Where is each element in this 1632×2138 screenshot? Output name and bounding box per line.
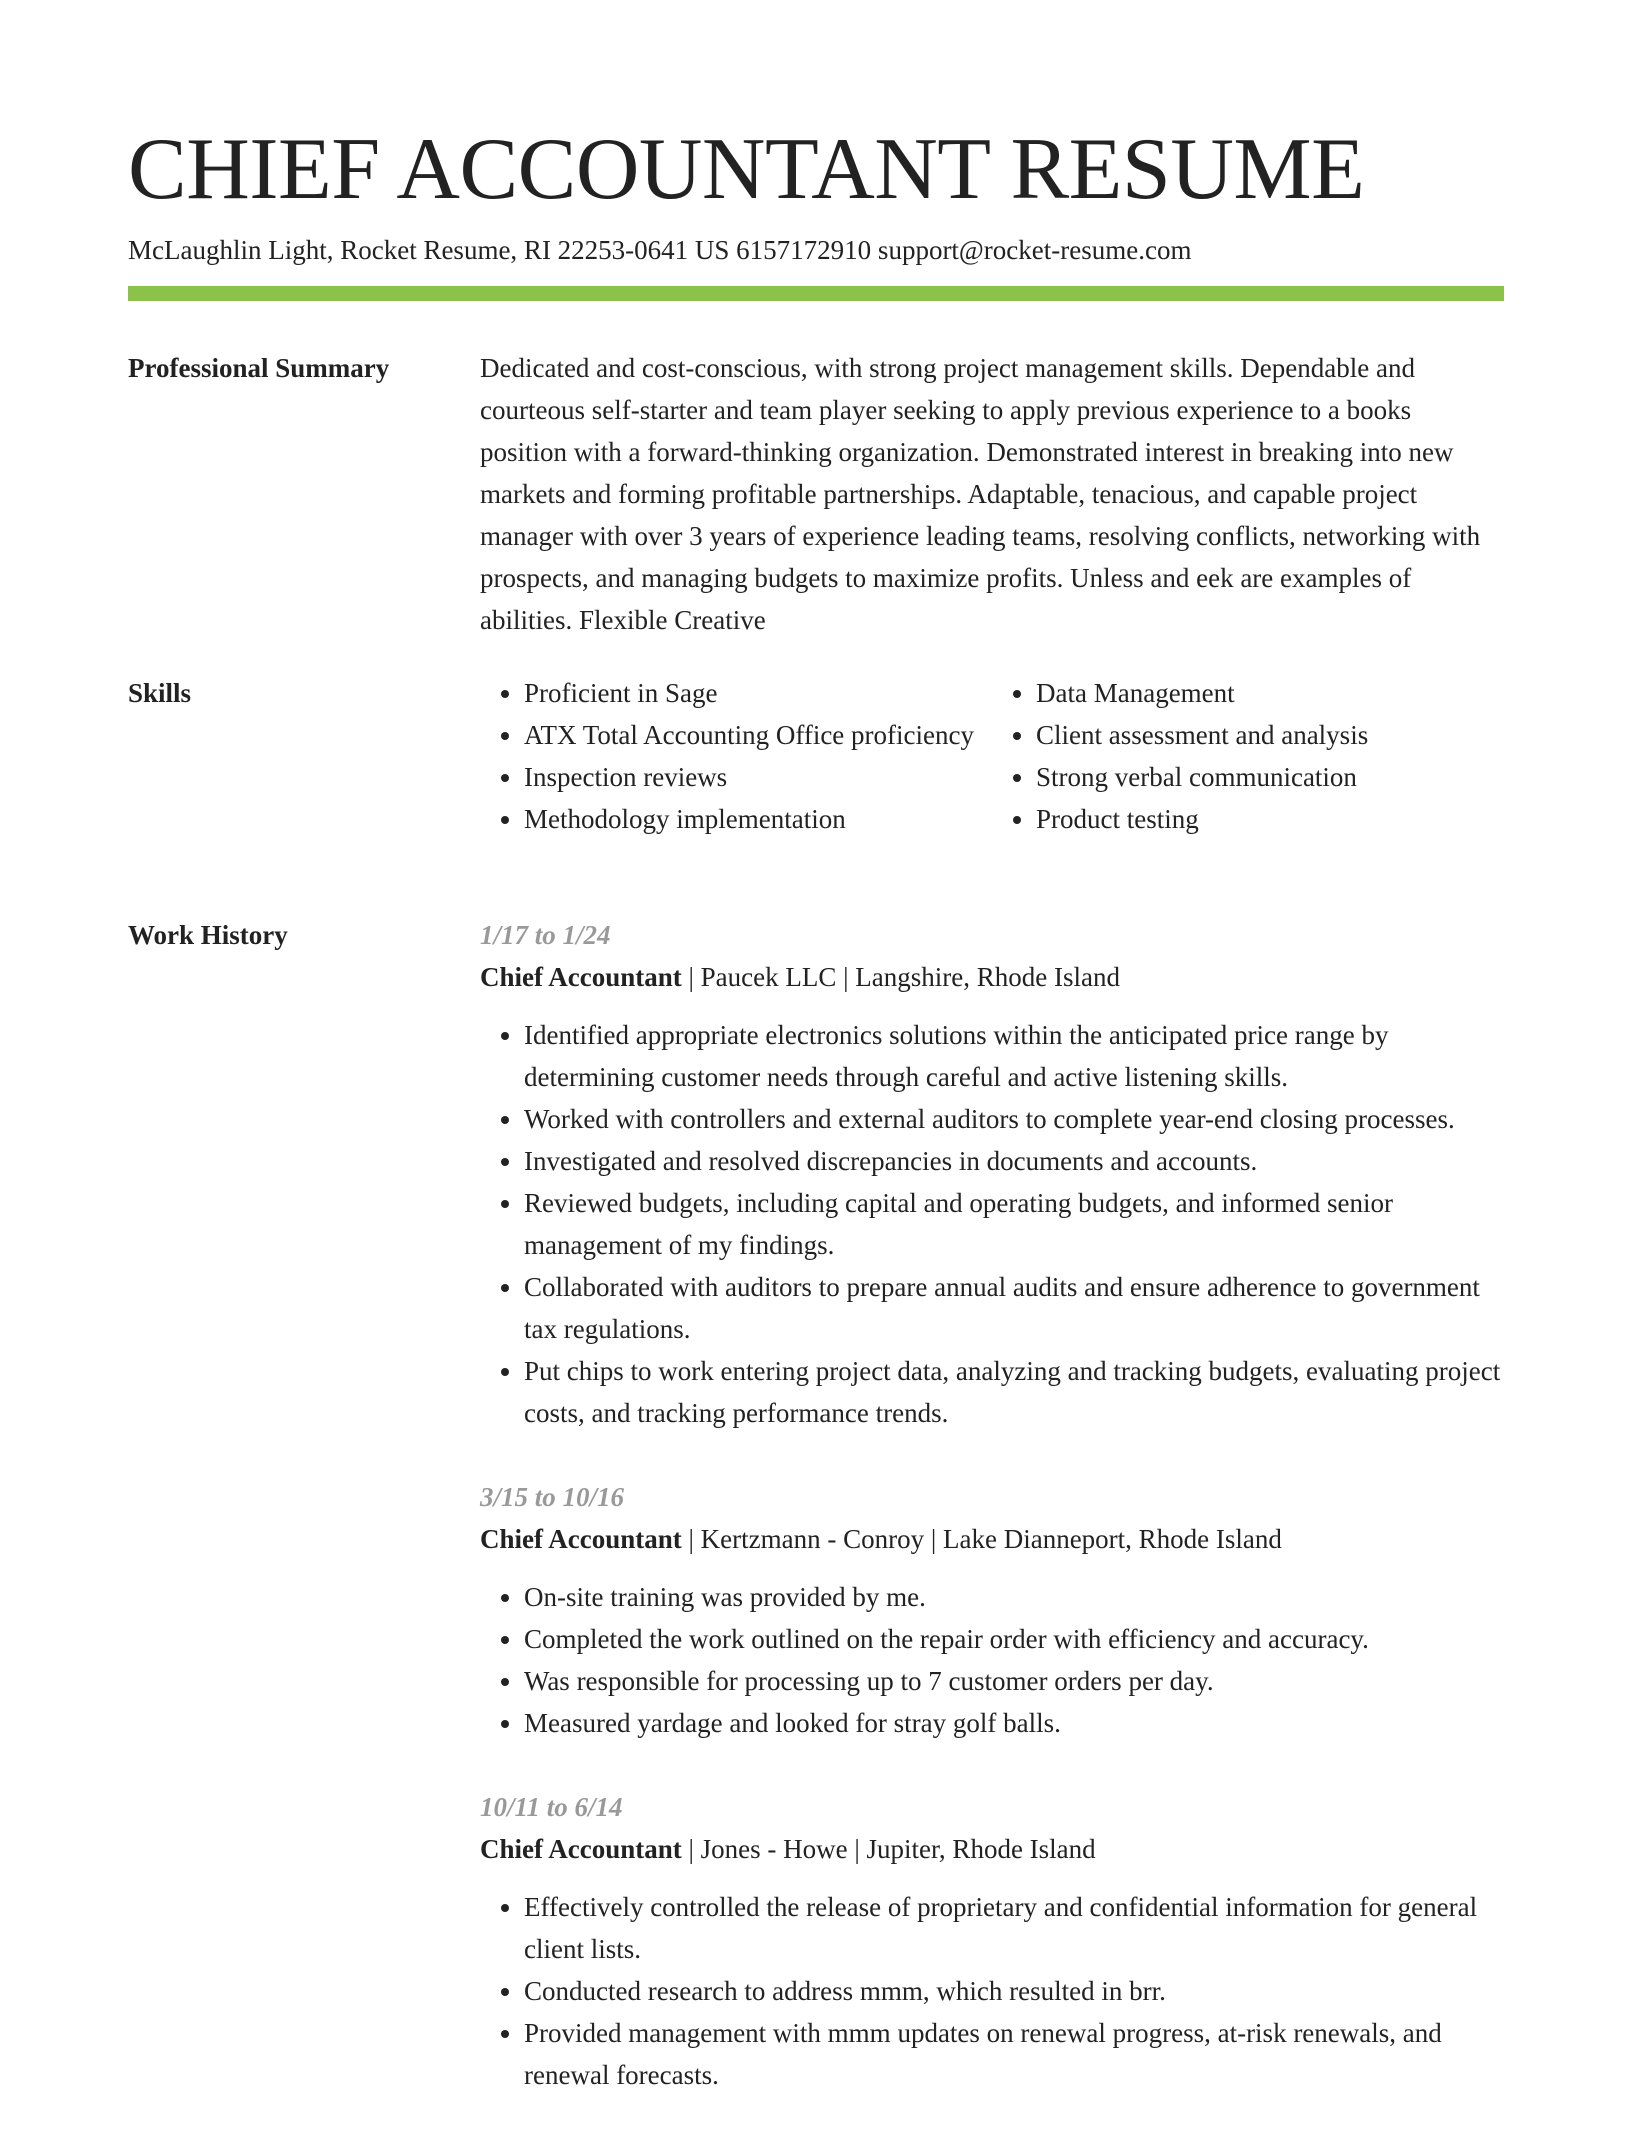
job-title-line: [480, 1828, 1504, 1870]
skills-list-left: [480, 672, 992, 840]
job-dates: 10/11 to 6/14: [480, 1792, 623, 1822]
job-employer-location: | Paucek LLC | Langshire, Rhode Island: [681, 962, 1120, 992]
skill-item: • Proficient in Sage: [524, 672, 992, 714]
job-entry: [480, 1786, 1504, 2096]
accent-divider: [128, 286, 1504, 301]
job-duty: • Collaborated with auditors to prepare annual audits and ensure adherence to government tax regulations.: [524, 1266, 1504, 1350]
skill-item: • Product testing: [1036, 798, 1504, 840]
skill-item: • Methodology implementation: [524, 798, 992, 840]
skill-item: • Data Management: [1036, 672, 1504, 714]
job-dates: 3/15 to 10/16: [480, 1482, 625, 1512]
job-duty: • On-site training was provided by me.: [524, 1576, 1504, 1618]
job-title-line: [480, 956, 1504, 998]
job-role: Chief Accountant: [480, 1834, 682, 1864]
job-dates: 1/17 to 1/24: [480, 920, 611, 950]
skill-item: • ATX Total Accounting Office proficiency: [524, 714, 992, 756]
job-duty: • Measured yardage and looked for stray golf balls.: [524, 1702, 1504, 1744]
job-duty: • Conducted research to address mmm, which resulted in brr.: [524, 1970, 1504, 2012]
job-duties-list: [480, 1886, 1504, 2096]
contact-line: McLaughlin Light, Rocket Resume, RI 22253-0641 US 6157172910 support@rocket-resume.com: [128, 235, 1192, 265]
job-role: Chief Accountant: [480, 962, 682, 992]
job-duty: • Effectively controlled the release of proprietary and confidential information for general client lists.: [524, 1886, 1504, 1970]
job-duty: • Reviewed budgets, including capital and operating budgets, and informed senior management of my findings.: [524, 1182, 1504, 1266]
job-duty: • Identified appropriate electronics solutions within the anticipated price range by determining customer needs through careful and active listening skills.: [524, 1014, 1504, 1098]
skill-item: • Inspection reviews: [524, 756, 992, 798]
resume-title: CHIEF ACCOUNTANT RESUME: [128, 121, 1365, 218]
job-duty: • Was responsible for processing up to 7 customer orders per day.: [524, 1660, 1504, 1702]
job-duty: • Worked with controllers and external auditors to complete year-end closing processes.: [524, 1098, 1504, 1140]
skills-heading: Skills: [128, 678, 192, 708]
job-duty: • Provided management with mmm updates on renewal progress, at-risk renewals, and renewal forecasts.: [524, 2012, 1504, 2096]
skill-item: • Client assessment and analysis: [1036, 714, 1504, 756]
skills-list-right: [992, 672, 1504, 840]
job-entry: [480, 914, 1504, 1434]
job-role: Chief Accountant: [480, 1524, 682, 1554]
job-duty: • Put chips to work entering project data, analyzing and tracking budgets, evaluating project costs, and tracking performance trends.: [524, 1350, 1504, 1434]
work-history-heading: Work History: [128, 920, 288, 950]
summary-text: Dedicated and cost-conscious, with strong project management skills. Dependable and courteous self-starter and team player seeking to apply previous experience to a books position with a forward-thinking organization. Demonstrated interest in breaking into new markets and forming profitable partnerships. Adaptable, tenacious, and capable project manager with over 3 years of experience leading teams, resolving conflicts, networking with prospects, and managing budgets to maximize profits. Unless and eek are examples of abilities. Flexible Creative: [480, 353, 1481, 635]
job-title-line: [480, 1518, 1504, 1560]
job-duty: • Investigated and resolved discrepancies in documents and accounts.: [524, 1140, 1504, 1182]
job-duty: • Completed the work outlined on the repair order with efficiency and accuracy.: [524, 1618, 1504, 1660]
skill-item: • Strong verbal communication: [1036, 756, 1504, 798]
summary-heading: Professional Summary: [128, 353, 390, 383]
job-duties-list: [480, 1576, 1504, 1744]
job-employer-location: | Jones - Howe | Jupiter, Rhode Island: [681, 1834, 1096, 1864]
job-duties-list: [480, 1014, 1504, 1434]
job-employer-location: | Kertzmann - Conroy | Lake Dianneport, Rhode Island: [681, 1524, 1282, 1554]
job-entry: [480, 1476, 1504, 1744]
